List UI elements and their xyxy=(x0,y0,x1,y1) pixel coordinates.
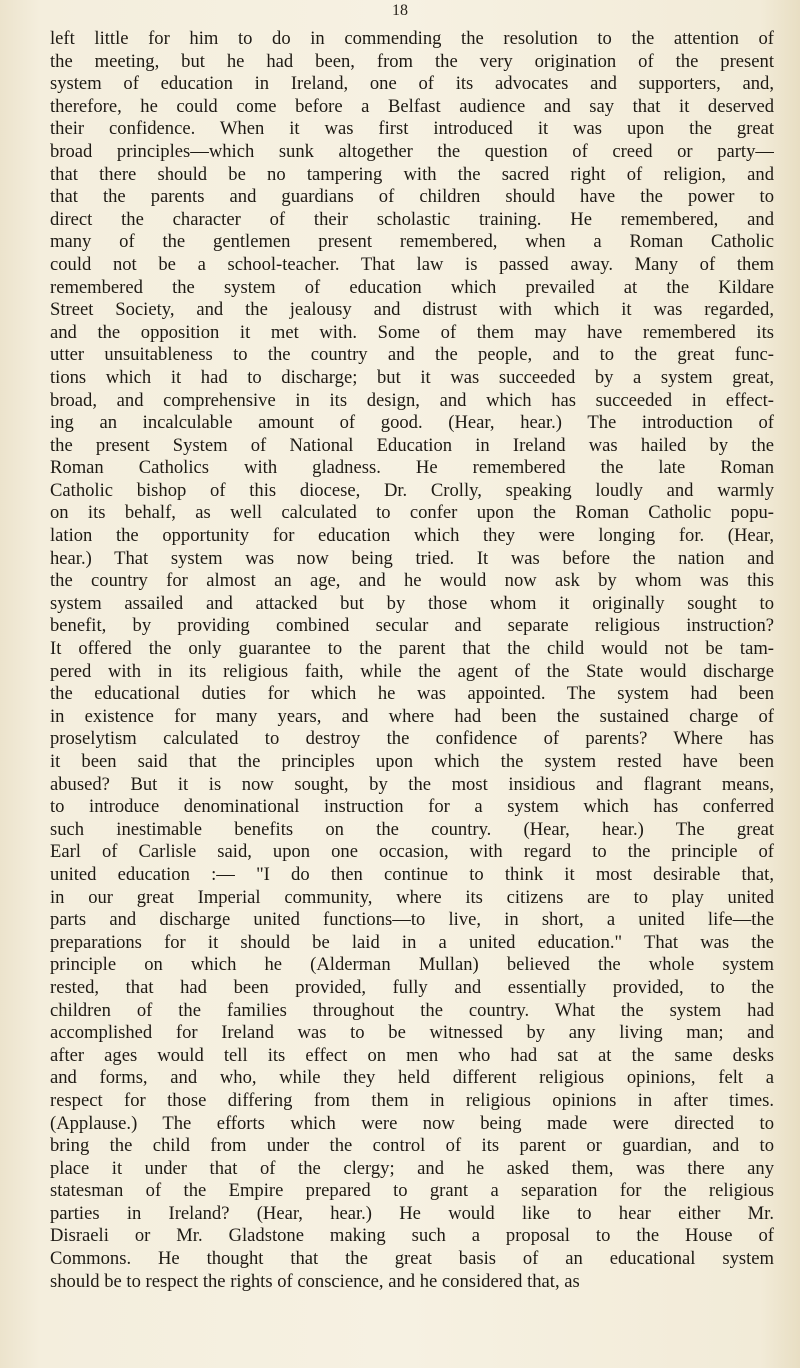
text-line: such inestimable benefits on the country. (Hear, hear.) The great xyxy=(50,818,774,840)
text-line: united education :— "I do then continue to think it most desirable that, xyxy=(50,863,774,885)
text-line: It offered the only guarantee to the parent that the child would not be tam- xyxy=(50,638,774,660)
text-line: respect for those differing from them in religious opinions in after times. xyxy=(50,1089,774,1111)
text-line: and the opposition it met with. Some of them may have remembered its xyxy=(50,321,774,343)
text-line: to introduce denominational instruction for a system which has conferred xyxy=(50,796,774,818)
text-line: abused? But it is now sought, by the most insidious and flagrant means, xyxy=(50,773,774,795)
text-line: Roman Catholics with gladness. He remembered the late Roman xyxy=(50,457,774,479)
text-line: parts and discharge united functions—to live, in short, a united life—the xyxy=(50,909,774,931)
text-line: preparations for it should be laid in a united education." That was the xyxy=(50,931,774,953)
text-line: Earl of Carlisle said, upon one occasion, with regard to the principle of xyxy=(50,841,774,863)
text-line: Street Society, and the jealousy and distrust with which it was regarded, xyxy=(50,299,774,321)
text-line: could not be a school-teacher. That law is passed away. Many of them xyxy=(50,253,774,275)
text-line: ing an incalculable amount of good. (Hear, hear.) The introduction of xyxy=(50,412,774,434)
text-line: should be to respect the rights of conscience, and he considered that, as xyxy=(50,1270,580,1292)
text-line: system of education in Ireland, one of its advocates and supporters, and, xyxy=(50,73,774,95)
text-line: system assailed and attacked but by those whom it originally sought to xyxy=(50,592,774,614)
text-line: utter unsuitableness to the country and the people, and to the great func- xyxy=(50,344,774,366)
text-line: that there should be no tampering with the sacred right of religion, and xyxy=(50,163,774,185)
text-line: the meeting, but he had been, from the very origination of the present xyxy=(50,50,774,72)
text-line: therefore, he could come before a Belfast audience and say that it deserved xyxy=(50,95,774,117)
text-line: broad, and comprehensive in its design, and which has succeeded in effect- xyxy=(50,389,774,411)
text-line: lation the opportunity for education which they were longing for. (Hear, xyxy=(50,525,774,547)
text-line: parties in Ireland? (Hear, hear.) He would like to hear either Mr. xyxy=(50,1202,774,1224)
text-line: place it under that of the clergy; and he asked them, was there any xyxy=(50,1157,774,1179)
text-line: the country for almost an age, and he would now ask by whom was this xyxy=(50,570,774,592)
text-line: tions which it had to discharge; but it was succeeded by a system great, xyxy=(50,366,774,388)
text-line: pered with in its religious faith, while the agent of the State would discharge xyxy=(50,660,774,682)
text-line: rested, that had been provided, fully and essentially provided, to the xyxy=(50,976,774,998)
text-line: left little for him to do in commending the resolution to the attention of xyxy=(50,28,774,49)
text-line: that the parents and guardians of children should have the power to xyxy=(50,186,774,208)
text-line: benefit, by providing combined secular and separate religious instruction? xyxy=(50,615,774,637)
text-line: their confidence. When it was first introduced it was upon the great xyxy=(50,118,774,140)
text-line: it been said that the principles upon which the system rested have been xyxy=(50,751,774,772)
text-line: Disraeli or Mr. Gladstone making such a proposal to the House of xyxy=(50,1225,774,1247)
text-line: statesman of the Empire prepared to grant a separation for the religious xyxy=(50,1180,774,1202)
text-line: Catholic bishop of this diocese, Dr. Crolly, speaking loudly and warmly xyxy=(50,479,774,501)
text-line: remembered the system of education which prevailed at the Kildare xyxy=(50,276,774,298)
text-line: bring the child from under the control of its parent or guardian, and to xyxy=(50,1135,774,1157)
text-line: the educational duties for which he was appointed. The system had been xyxy=(50,683,774,705)
text-line: accomplished for Ireland was to be witnessed by any living man; and xyxy=(50,1022,774,1044)
text-line: direct the character of their scholastic training. He remembered, and xyxy=(50,208,774,230)
text-line: (Applause.) The efforts which were now being made were directed to xyxy=(50,1112,774,1134)
text-line: the present System of National Education in Ireland was hailed by the xyxy=(50,434,774,456)
text-line: proselytism calculated to destroy the confidence of parents? Where has xyxy=(50,728,774,750)
text-line: principle on which he (Alderman Mullan) believed the whole system xyxy=(50,954,774,976)
text-line: and forms, and who, while they held different religious opinions, felt a xyxy=(50,1067,774,1089)
text-line: broad principles—which sunk altogether the question of creed or party— xyxy=(50,140,774,162)
text-line: on its behalf, as well calculated to confer upon the Roman Catholic popu- xyxy=(50,502,774,524)
text-line: in existence for many years, and where had been the sustained charge of xyxy=(50,705,774,727)
text-line: Commons. He thought that the great basis of an educational system xyxy=(50,1248,774,1270)
text-line: many of the gentlemen present remembered, when a Roman Catholic xyxy=(50,231,774,253)
page-number: 18 xyxy=(392,2,408,19)
body-text xyxy=(50,28,774,1293)
text-line: children of the families throughout the country. What the system had xyxy=(50,999,774,1021)
text-line: hear.) That system was now being tried. It was before the nation and xyxy=(50,547,774,569)
text-line: after ages would tell its effect on men who had sat at the same desks xyxy=(50,1044,774,1066)
text-line: in our great Imperial community, where its citizens are to play united xyxy=(50,886,774,908)
